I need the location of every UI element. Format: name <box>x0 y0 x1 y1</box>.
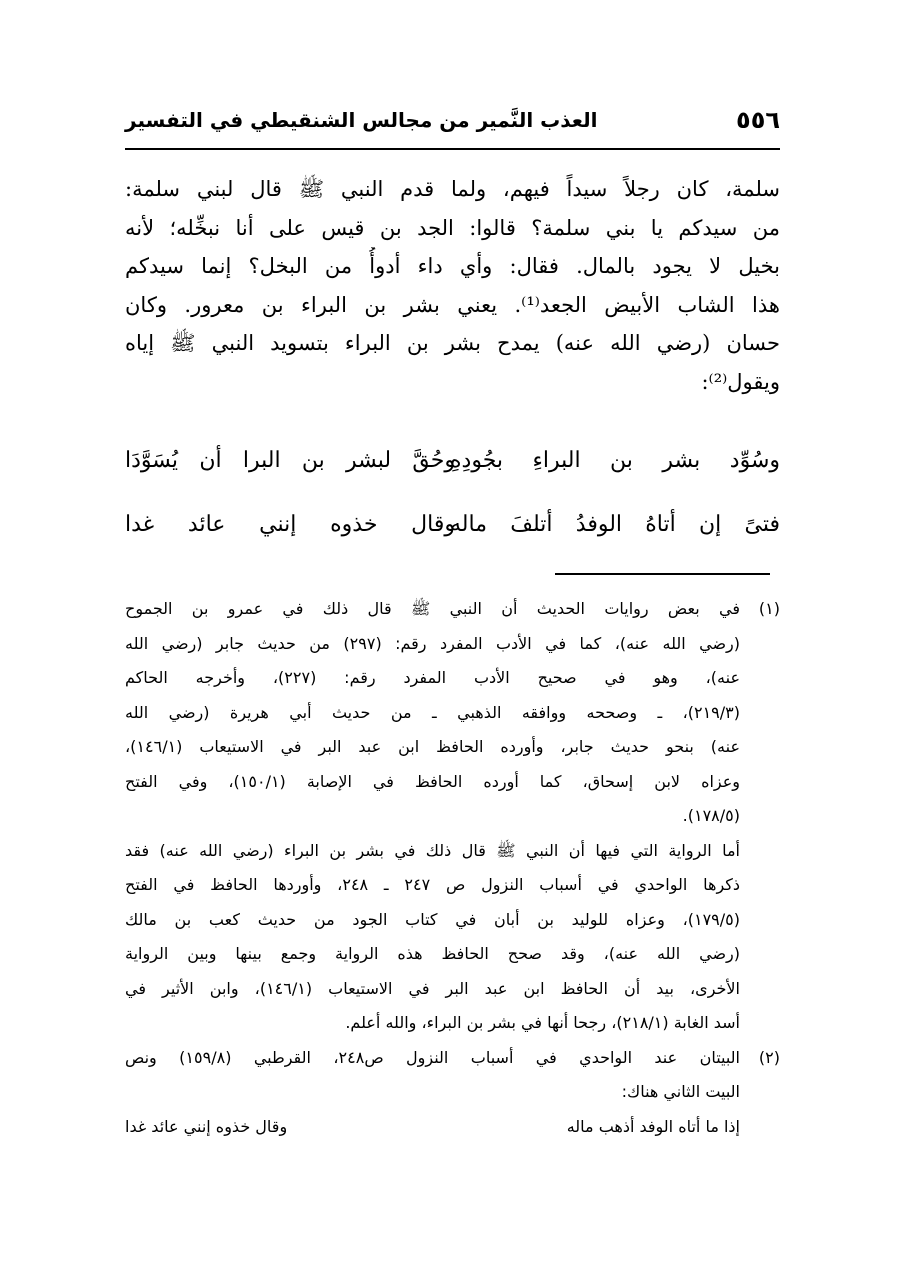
footnote-1 <box>125 592 780 1041</box>
main-text <box>125 170 780 401</box>
footnote-verse <box>125 1110 740 1145</box>
text-line: سلمة، كان رجلاً سيداً فيهم، ولما قدم النبي ﷺ قال لبني سلمة: <box>125 177 780 201</box>
footnote-line: وعزاه لابن إسحاق، كما أورده الحافظ في الإصابة (١٥٠/١)، وفي الفتح <box>125 771 740 791</box>
footnote-line: الأخرى، بيد أن الحافظ ابن عبد البر في الاستيعاب (١٤٦/١)، وابن الأثير في <box>125 978 740 998</box>
hemistich-first: وسُوِّد بشر بن البراءِ بجُودِهِ <box>450 448 780 473</box>
poem-verse <box>125 448 780 512</box>
footnote-line: أسد الغابة (٢١٨/١)، رجحا أنها في بشر بن البراء، والله أعلم. <box>345 1013 740 1032</box>
text-line: ويقول⁽²⁾: <box>701 369 780 394</box>
text-line: من سيدكم يا بني سلمة؟ قالوا: الجد بن قيس على أنا نبخِّله؛ لأنه <box>125 215 780 240</box>
running-title: العذب النَّمير من مجالس الشنقيطي في التفسير <box>125 108 598 132</box>
footnote-line: عنه)، وهو في صحيح الأدب المفرد رقم: (٢٢٧)، وأخرجه الحاكم <box>125 668 740 687</box>
poem-verse <box>125 512 780 576</box>
footnote-line: أما الرواية التي فيها أن النبي ﷺ قال ذلك في بشر بن البراء (رضي الله عنه) فقد <box>125 840 740 860</box>
page-number: ٥٥٦ <box>736 106 780 134</box>
footnote-line: (١٧٨/٥). <box>682 806 740 825</box>
footnote-line: البيت الثاني هناك: <box>621 1082 740 1101</box>
hemistich-second: وحُقَّ لبشر بن البرا أن يُسَوَّدَا <box>125 448 455 473</box>
footnote-line: ذكرها الواحدي في أسباب النزول ص ٢٤٧ ـ ٢٤٨، وأوردها الحافظ في الفتح <box>125 875 740 894</box>
footnote-line: (رضي الله عنه)، كما في الأدب المفرد رقم: (٢٩٧) من حديث جابر (رضي الله <box>125 633 740 653</box>
footnote-line: في بعض روايات الحديث أن النبي ﷺ قال ذلك في عمرو بن الجموح <box>125 599 740 618</box>
page-header <box>125 100 780 144</box>
footnote-number: (٢) <box>758 1047 780 1067</box>
footnote-hemistich-first: إذا ما أتاه الوفد أذهب ماله <box>566 1116 740 1136</box>
footnotes <box>125 592 780 1144</box>
hemistich-second: وقال خذوه إنني عائد غدا <box>125 512 455 537</box>
text-line: هذا الشاب الأبيض الجعد⁽¹⁾. يعني بشر بن البراء بن معرور. وكان <box>125 292 780 317</box>
text-line: حسان (رضي الله عنه) يمدح بشر بن البراء بتسويد النبي ﷺ إياه <box>125 331 780 355</box>
footnote-line: البيتان عند الواحدي في أسباب النزول ص٢٤٨، القرطبي (١٥٩/٨) ونص <box>125 1047 740 1067</box>
text-line: بخيل لا يجود بالمال. فقال: وأي داء أدوأُ من البخل؟ إنما سيدكم <box>125 254 780 278</box>
poem <box>125 448 780 576</box>
footnote-hemistich-second: وقال خذوه إنني عائد غدا <box>125 1116 288 1136</box>
footnote-line: (رضي الله عنه)، وقد صحح الحافظ هذه الرواية وجمع بينها وبين الرواية <box>125 944 740 963</box>
header-rule <box>125 148 780 150</box>
footnote-line: (٢١٩/٣)، ـ وصححه ووافقه الذهبي ـ من حديث أبي هريرة (رضي الله <box>125 702 740 722</box>
footnote-line: (١٧٩/٥)، وعزاه للوليد بن أبان في كتاب الجود من حديث كعب بن مالك <box>125 909 740 929</box>
footnote-separator <box>555 573 770 575</box>
footnote-2 <box>125 1041 780 1145</box>
footnote-line: عنه) بنحو حديث جابر، وأورده الحافظ ابن عبد البر في الاستيعاب (١٤٦/١)، <box>125 737 740 756</box>
footnote-number: (١) <box>758 599 780 618</box>
hemistich-first: فتىً إن أتاهُ الوفدُ أتلفَ ماله <box>450 512 780 537</box>
